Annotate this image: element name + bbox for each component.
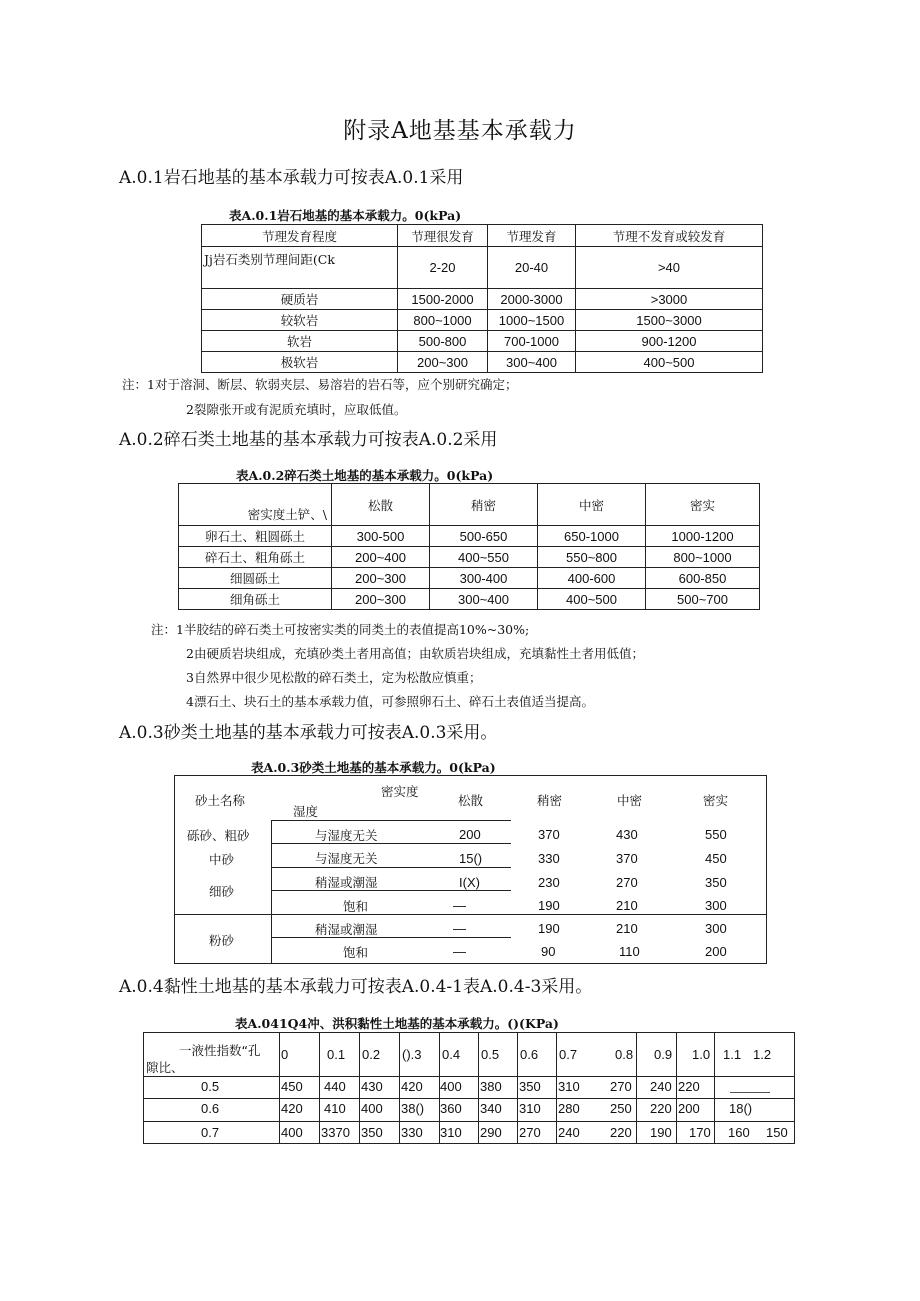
row-label: 卵石土、粗圆砾土 [179,526,332,547]
table-cell: 300-500 [332,526,430,547]
table-cell: 300 [705,921,727,936]
table-cell: 300-400 [430,568,538,589]
header-cell: 0.6 [520,1047,539,1062]
table-cell: 360 [440,1101,462,1116]
table-cell: 220 [678,1079,700,1094]
header-cell: 1.2 [753,1047,772,1062]
table-cell: 150 [766,1125,788,1140]
row-label: 砾砂、粗砂 [187,828,250,843]
header-cell: 松散 [458,793,484,808]
header-cell: 砂土名称 [195,793,246,808]
row-label: 0.7 [201,1125,220,1140]
table-cell: 200 [459,827,481,842]
row-label: 0.5 [201,1079,220,1094]
table-cell: 800~1000 [646,547,760,568]
diagonal-header-cell: Jj岩石类别节理间距(Ck [202,247,398,289]
header-cell: 0 [281,1047,289,1062]
table-caption-a01: 表A.0.1岩石地基的基本承载力。0(kPa) [229,208,462,223]
table-cell: 210 [616,898,638,913]
table-cell: 410 [324,1101,346,1116]
table-cell: 90 [541,944,556,959]
table-cell: 1500~3000 [576,310,763,331]
table-cell: 350 [361,1125,383,1140]
table-cell: 350 [705,875,727,890]
table-cell: 300~400 [430,589,538,610]
row-label: 细角砾土 [179,589,332,610]
table-cell: 310 [558,1079,580,1094]
table-cell: 210 [616,921,638,936]
table-cell: 370 [538,827,560,842]
table-cell: 190 [538,898,560,913]
table-a01 [201,224,763,373]
humidity-cell: 稍湿或潮湿 [315,922,378,937]
header-cell: 密实 [646,484,760,526]
note-line: 4漂石土、块石土的基本承载力值，可参照卵石土、碎石土表值适当提高。 [186,694,594,709]
row-label: 中砂 [209,852,235,867]
table-cell: 420 [281,1101,303,1116]
humidity-cell: 与湿度无关 [315,828,378,843]
table-cell: 800~1000 [398,310,488,331]
row-label: 粉砂 [209,933,235,948]
table-cell: 300 [705,898,727,913]
header-cell: 0.5 [481,1047,500,1062]
table-a03 [174,775,767,964]
table-cell: 280 [558,1101,580,1116]
row-label: 细砂 [209,884,235,899]
table-cell: 240 [650,1079,672,1094]
corner-header: 一液性指数“孔 [179,1043,261,1058]
table-cell: 200~300 [332,589,430,610]
table-cell: 2000-3000 [488,289,576,310]
header-cell: 节理发育 [488,225,576,247]
table-cell: 1000~1500 [488,310,576,331]
header-cell: 节理很发育 [398,225,488,247]
table-cell: 200~400 [332,547,430,568]
table-cell: 400~500 [538,589,646,610]
header-cell: 密实 [703,793,729,808]
table-cell: 270 [616,875,638,890]
table-cell: 230 [538,875,560,890]
table-cell: 600-850 [646,568,760,589]
table-cell: 440 [324,1079,346,1094]
humidity-cell: 稍湿或潮湿 [315,875,378,890]
table-caption-a02: 表A.0.2碎石类土地基的基本承载力。0(kPa) [236,468,494,483]
table-cell: >40 [576,247,763,289]
section-heading-a04: A.0.4黏性土地基的基本承载力可按表A.0.4-1表A.0.4-3采用。 [119,977,593,997]
table-cell: 450 [705,851,727,866]
header-cell: 节理发育程度 [202,225,398,247]
header-cell: 中密 [617,793,643,808]
table-cell: 380 [480,1079,502,1094]
table-cell: 20-40 [488,247,576,289]
header-cell: 0.2 [362,1047,381,1062]
header-cell: 密实度 [381,784,419,799]
humidity-cell: 饱和 [343,945,369,960]
table-cell: 38() [401,1101,425,1116]
table-cell: I(X) [459,875,480,890]
header-cell: 0.4 [442,1047,461,1062]
row-label: 碎石土、粗角砾土 [179,547,332,568]
row-label: 软岩 [202,331,398,352]
header-cell: 0.7 [559,1047,578,1062]
header-cell: 稍密 [537,793,563,808]
table-cell: 15() [459,851,483,866]
row-label: 极软岩 [202,352,398,373]
table-cell: 220 [650,1101,672,1116]
table-cell: — [453,898,466,913]
table-cell: 170 [689,1125,711,1140]
table-cell: 1500-2000 [398,289,488,310]
note-line: 注：1对于溶洞、断层、软弱夹层、易溶岩的岩石等，应个别研究确定； [122,377,518,392]
table-a04 [143,1032,795,1144]
header-cell: 0.8 [615,1047,634,1062]
row-label: 0.6 [201,1101,220,1116]
table-cell: 400 [281,1125,303,1140]
table-cell: >3000 [576,289,763,310]
table-cell: 200~300 [332,568,430,589]
table-cell: 290 [480,1125,502,1140]
header-cell: 0.9 [654,1047,673,1062]
table-cell: 160 [728,1125,750,1140]
table-a02 [178,483,760,610]
table-cell: 400 [361,1101,383,1116]
table-cell: 340 [480,1101,502,1116]
table-cell: 430 [616,827,638,842]
table-cell: 300~400 [488,352,576,373]
note-line: 注：1半胶结的碎石类土可按密实类的同类土的表值提高10%~30%; [151,622,530,637]
table-cell: 420 [401,1079,423,1094]
note-line: 2由硬质岩块组成，充填砂类土者用高值；由软质岩块组成，充填黏性土者用低值； [186,646,644,661]
table-cell: 200 [705,944,727,959]
table-cell: 3370 [321,1125,350,1140]
table-cell: 270 [519,1125,541,1140]
table-cell: 550 [705,827,727,842]
table-cell: 250 [610,1101,632,1116]
humidity-cell: 饱和 [343,899,369,914]
header-cell: 1.1 [723,1047,742,1062]
table-cell: 2-20 [398,247,488,289]
table-caption-a04: 表A.041Q4冲、洪积黏性土地基的基本承载力。()(KPa) [235,1016,559,1031]
table-cell: 270 [610,1079,632,1094]
table-cell: 500-650 [430,526,538,547]
table-cell: 310 [519,1101,541,1116]
header-cell: 1.0 [692,1047,711,1062]
table-cell: 900-1200 [576,331,763,352]
table-cell: 400~500 [576,352,763,373]
table-caption-a03: 表A.0.3砂类土地基的基本承载力。0(kPa) [251,760,496,775]
section-heading-a02: A.0.2碎石类土地基的基本承载力可按表A.0.2采用 [119,430,498,450]
header-cell: 0.1 [327,1047,346,1062]
table-cell: 500~700 [646,589,760,610]
header-cell: 稍密 [430,484,538,526]
row-label: 细圆砾土 [179,568,332,589]
header-cell: 中密 [538,484,646,526]
table-cell: 190 [650,1125,672,1140]
table-cell: 650-1000 [538,526,646,547]
diagonal-header-cell: 密实度土铲、\ [179,484,332,526]
table-cell: 310 [440,1125,462,1140]
header-cell: 湿度 [293,804,319,819]
row-label: 硬质岩 [202,289,398,310]
table-cell: 240 [558,1125,580,1140]
header-cell: 松散 [332,484,430,526]
table-cell: 110 [619,944,640,959]
table-cell: 400~550 [430,547,538,568]
section-heading-a03: A.0.3砂类土地基的基本承载力可按表A.0.3采用。 [119,723,498,743]
table-cell: 220 [610,1125,632,1140]
table-cell: 1000-1200 [646,526,760,547]
table-cell: 190 [538,921,560,936]
table-cell: 550~800 [538,547,646,568]
table-cell: 330 [538,851,560,866]
note-line: 2裂隙张开或有泥质充填时，应取低值。 [186,402,407,417]
table-cell: 430 [361,1079,383,1094]
header-cell: ().3 [402,1047,422,1062]
table-cell: 400 [440,1079,462,1094]
table-cell: 500-800 [398,331,488,352]
note-line: 3自然界中很少见松散的碎石类土，定为松散应慎重； [186,670,482,685]
table-cell: — [453,921,466,936]
humidity-cell: 与湿度无关 [315,851,378,866]
table-cell: 400-600 [538,568,646,589]
page-title: 附录A地基基本承载力 [343,118,577,144]
table-cell: 200~300 [398,352,488,373]
table-cell: 330 [401,1125,423,1140]
section-heading-a01: A.0.1岩石地基的基本承载力可按表A.0.1采用 [119,168,464,188]
table-cell: 370 [616,851,638,866]
header-cell: 节理不发育或较发育 [576,225,763,247]
table-cell: 200 [678,1101,700,1116]
corner-header: 隙比、 [146,1060,184,1075]
table-cell: 450 [281,1079,303,1094]
table-cell: 350 [519,1079,541,1094]
table-cell: 700-1000 [488,331,576,352]
table-cell: — [453,944,466,959]
table-cell: 18() [729,1101,753,1116]
row-label: 较软岩 [202,310,398,331]
